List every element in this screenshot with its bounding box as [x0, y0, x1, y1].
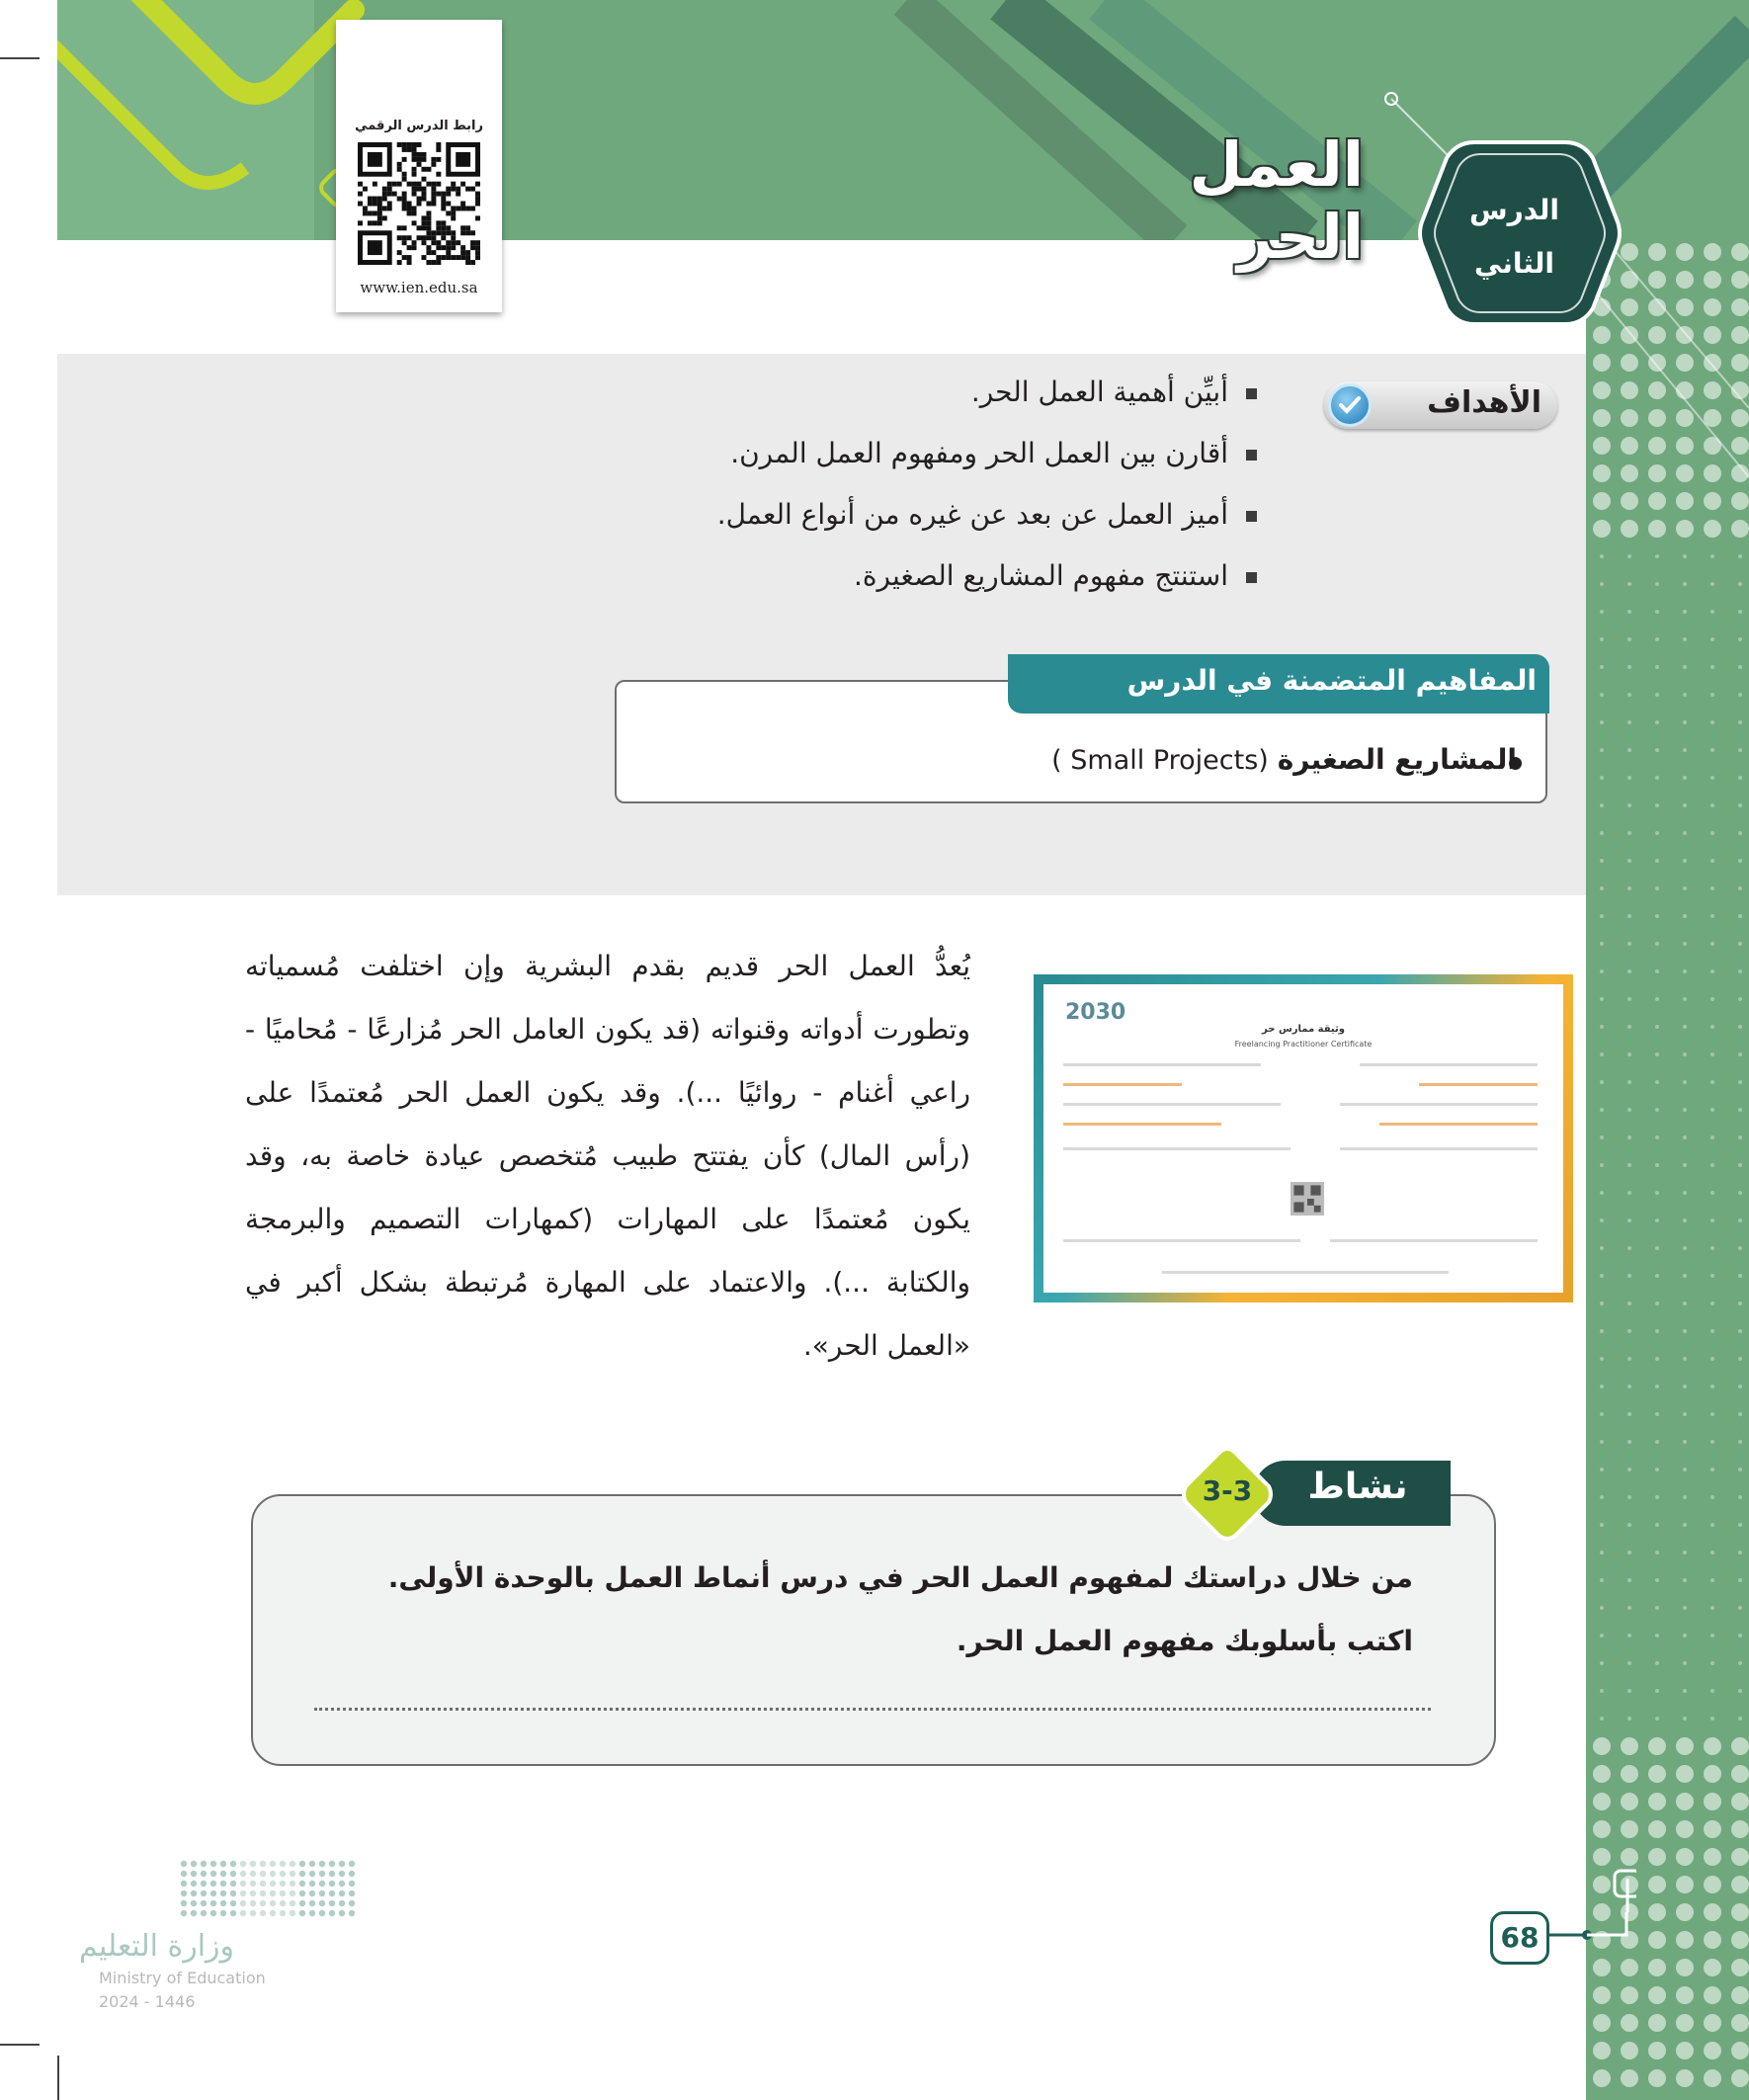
lesson-title: العمل الحر — [1189, 128, 1364, 273]
square-bullet-icon — [1246, 450, 1257, 461]
ministry-name-ar: وزارة التعليم — [79, 1929, 235, 1964]
objectives-list — [593, 376, 1257, 623]
certificate-text-line — [1063, 1083, 1182, 1086]
certificate-text-line — [1340, 1147, 1538, 1150]
activity-number: 3-3 — [1202, 1474, 1253, 1507]
concepts-title: المفاهيم المتضمنة في الدرس — [1126, 664, 1537, 697]
page-number: 68 — [1490, 1911, 1549, 1965]
lesson-badge-line2: الثاني — [1474, 247, 1554, 280]
certificate-text-line — [1063, 1063, 1261, 1066]
qr-card[interactable] — [336, 20, 502, 312]
square-bullet-icon — [1246, 572, 1257, 583]
certificate-title-en: Freelancing Practitioner Certificate — [1234, 1040, 1373, 1049]
certificate-text-line — [1063, 1147, 1291, 1150]
objective-item: استنتج مفهوم المشاريع الصغيرة. — [854, 559, 1257, 592]
ministry-logo-icon — [178, 1858, 356, 1917]
activity-prompt-line2: اكتب بأسلوبك مفهوم العمل الحر. — [956, 1625, 1413, 1657]
lesson-badge-line1: الدرس — [1468, 194, 1560, 226]
body-paragraph: يُعدُّ العمل الحر قديم بقدم البشرية وإن اختلفت مُسمياته وتطورت أدواته وقنواته (قد يكون العامل الحر مُزارعًا - مُحاميًا - راعي أغنام - روائيًا ...). وقد يكون العمل الحر مُعتمدًا على (رأس المال) كأن يفتتح طبيب مُتخصص عيادة خاصة به، وقد يكون مُعتمدًا على المهارات (كمهارات التصميم والبرمجة والكتابة ...). والاعتماد على المهارة مُرتبطة بشكل أكبر في «العمل الحر». — [245, 950, 970, 1362]
answer-line[interactable] — [314, 1708, 1431, 1711]
crop-mark — [0, 57, 40, 59]
qr-code-icon[interactable] — [358, 142, 480, 265]
certificate-text-line — [1360, 1063, 1538, 1066]
certificate-image — [1034, 974, 1573, 1302]
concept-term-ar: المشاريع الصغيرة — [1277, 743, 1517, 776]
concept-item — [988, 743, 1517, 776]
certificate-text-line — [1063, 1103, 1281, 1106]
certificate-text-line — [1419, 1083, 1538, 1086]
crop-mark — [0, 2044, 40, 2046]
ministry-name-en: Ministry of Education — [99, 1969, 266, 1987]
certificate-text-line — [1330, 1239, 1538, 1242]
objective-item: أقارن بين العمل الحر ومفهوم العمل المرن. — [730, 437, 1257, 469]
crop-mark — [57, 2056, 59, 2100]
right-column-decoration — [1586, 240, 1749, 2100]
certificate-text-line — [1063, 1239, 1300, 1242]
vision-2030-logo: 2030 — [1065, 1000, 1126, 1025]
dot-pattern — [1586, 240, 1749, 2100]
page-number-connector — [1547, 1863, 1636, 1942]
qr-url[interactable]: www.ien.edu.sa — [360, 279, 478, 296]
check-icon — [1328, 383, 1372, 427]
activity-label: نشاط — [1307, 1467, 1408, 1507]
objective-item: أبيِّن أهمية العمل الحر. — [971, 376, 1257, 408]
square-bullet-icon — [1246, 388, 1257, 399]
certificate-text-line — [1379, 1123, 1538, 1126]
certificate-title-ar: وثيقة ممارس حر — [1262, 1024, 1345, 1035]
activity-prompt-line1: من خلال دراستك لمفهوم العمل الحر في درس أنماط العمل بالوحدة الأولى. — [387, 1561, 1413, 1594]
certificate-text-line — [1063, 1123, 1221, 1126]
certificate-text-line — [1162, 1271, 1449, 1274]
objectives-label: الأهداف — [1427, 385, 1541, 420]
qr-caption: رابط الدرس الرقمي — [355, 119, 483, 133]
concept-term-en: ( Small Projects) — [1051, 745, 1269, 776]
square-bullet-icon — [1246, 511, 1257, 522]
ministry-year: 2024 - 1446 — [99, 1992, 196, 2011]
certificate-text-line — [1340, 1103, 1538, 1106]
objective-item: أميز العمل عن بعد عن غيره من أنواع العمل. — [717, 498, 1257, 531]
certificate-qr-icon — [1291, 1182, 1324, 1216]
lesson-badge — [1415, 134, 1624, 332]
